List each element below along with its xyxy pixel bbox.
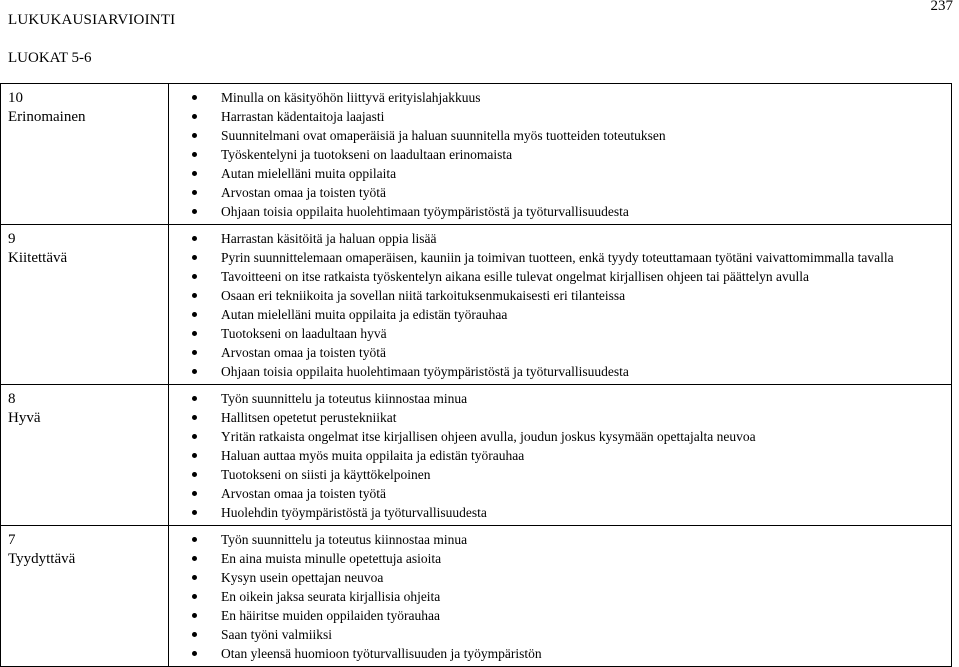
criteria-cell <box>169 225 952 385</box>
bullet-icon <box>192 171 197 176</box>
grade-number: 9 <box>8 231 16 247</box>
criteria-item <box>169 305 951 324</box>
bullet-icon <box>192 190 197 195</box>
grade-row <box>1 225 952 385</box>
bullet-icon <box>192 396 197 401</box>
bullet-icon <box>192 632 197 637</box>
criteria-text: Yritän ratkaista ongelmat itse kirjallisen ohjeen avulla, joudun joskus kysymään opettajalta neuvoa <box>221 429 756 444</box>
criteria-cell <box>169 385 952 526</box>
grade-row <box>1 526 952 667</box>
grade-table-body <box>1 84 952 667</box>
criteria-list <box>169 530 951 663</box>
bullet-icon <box>192 537 197 542</box>
criteria-text: Ohjaan toisia oppilaita huolehtimaan työympäristöstä ja työturvallisuudesta <box>221 204 629 219</box>
criteria-text: Saan työni valmiiksi <box>221 627 332 642</box>
criteria-text: En häiritse muiden oppilaiden työrauhaa <box>221 608 440 623</box>
bullet-icon <box>192 472 197 477</box>
criteria-text: Arvostan omaa ja toisten työtä <box>221 185 386 200</box>
criteria-item <box>169 107 951 126</box>
grade-number: 10 <box>8 90 23 106</box>
grade-cell <box>1 225 169 385</box>
criteria-text: Huolehdin työympäristöstä ja työturvallisuudesta <box>221 505 487 520</box>
bullet-icon <box>192 133 197 138</box>
criteria-text: En aina muista minulle opetettuja asioita <box>221 551 442 566</box>
criteria-list <box>169 88 951 221</box>
document-title: LUKUKAUSIARVIOINTI <box>8 12 176 28</box>
criteria-text: Suunnitelmani ovat omaperäisiä ja haluan suunnitella myös tuotteiden toteutuksen <box>221 128 666 143</box>
bullet-icon <box>192 293 197 298</box>
criteria-cell <box>169 84 952 225</box>
bullet-icon <box>192 331 197 336</box>
criteria-item <box>169 229 951 248</box>
grade-name: Kiitettävä <box>8 250 68 266</box>
criteria-text: Hallitsen opetetut perustekniikat <box>221 410 397 425</box>
criteria-text: Haluan auttaa myös muita oppilaita ja edistän työrauhaa <box>221 448 525 463</box>
criteria-item <box>169 183 951 202</box>
bullet-icon <box>192 556 197 561</box>
criteria-text: En oikein jaksa seurata kirjallisia ohjeita <box>221 589 441 604</box>
grade-cell <box>1 84 169 225</box>
page-number: 237 <box>930 0 953 14</box>
bullet-icon <box>192 575 197 580</box>
bullet-icon <box>192 209 197 214</box>
bullet-icon <box>192 312 197 317</box>
criteria-text: Harrastan kädentaitoja laajasti <box>221 109 385 124</box>
criteria-text: Autan mielelläni muita oppilaita <box>221 166 397 181</box>
bullet-icon <box>192 651 197 656</box>
grade-row <box>1 385 952 526</box>
grade-cell <box>1 385 169 526</box>
criteria-text: Työn suunnittelu ja toteutus kiinnostaa minua <box>221 532 468 547</box>
criteria-item <box>169 625 951 644</box>
bullet-icon <box>192 594 197 599</box>
grade-number: 7 <box>8 532 16 548</box>
criteria-item <box>169 530 951 549</box>
criteria-item <box>169 202 951 221</box>
bullet-icon <box>192 152 197 157</box>
criteria-item <box>169 644 951 663</box>
criteria-text: Tuotokseni on laadultaan hyvä <box>221 326 387 341</box>
criteria-item <box>169 465 951 484</box>
grade-number: 8 <box>8 391 16 407</box>
criteria-item <box>169 606 951 625</box>
criteria-text: Harrastan käsitöitä ja haluan oppia lisää <box>221 231 437 246</box>
criteria-text: Kysyn usein opettajan neuvoa <box>221 570 384 585</box>
criteria-list <box>169 229 951 381</box>
criteria-text: Autan mielelläni muita oppilaita ja edistän työrauhaa <box>221 307 508 322</box>
criteria-item <box>169 484 951 503</box>
criteria-item <box>169 568 951 587</box>
grade-criteria-table <box>0 83 952 667</box>
bullet-icon <box>192 491 197 496</box>
criteria-text: Työn suunnittelu ja toteutus kiinnostaa minua <box>221 391 468 406</box>
criteria-item <box>169 324 951 343</box>
criteria-item <box>169 362 951 381</box>
bullet-icon <box>192 415 197 420</box>
criteria-item <box>169 286 951 305</box>
criteria-item <box>169 145 951 164</box>
criteria-item <box>169 164 951 183</box>
bullet-icon <box>192 369 197 374</box>
criteria-text: Tuotokseni on siisti ja käyttökelpoinen <box>221 467 431 482</box>
bullet-icon <box>192 434 197 439</box>
bullet-icon <box>192 350 197 355</box>
grade-row <box>1 84 952 225</box>
criteria-text: Tavoitteeni on itse ratkaista työskentelyn aikana esille tulevat ongelmat kirjallisen ohjeen tai päättelyn avulla <box>221 269 809 284</box>
criteria-text: Minulla on käsityöhön liittyvä erityislahjakkuus <box>221 90 481 105</box>
criteria-list <box>169 389 951 522</box>
bullet-icon <box>192 510 197 515</box>
criteria-item <box>169 549 951 568</box>
criteria-text: Arvostan omaa ja toisten työtä <box>221 486 386 501</box>
criteria-item <box>169 248 951 267</box>
bullet-icon <box>192 236 197 241</box>
grade-name: Tyydyttävä <box>8 551 76 567</box>
bullet-icon <box>192 95 197 100</box>
bullet-icon <box>192 274 197 279</box>
criteria-item <box>169 126 951 145</box>
criteria-item <box>169 503 951 522</box>
grade-name: Hyvä <box>8 410 41 426</box>
criteria-item <box>169 427 951 446</box>
bullet-icon <box>192 613 197 618</box>
criteria-item <box>169 389 951 408</box>
grade-cell <box>1 526 169 667</box>
criteria-text: Ohjaan toisia oppilaita huolehtimaan työympäristöstä ja työturvallisuudesta <box>221 364 629 379</box>
criteria-text: Osaan eri tekniikoita ja sovellan niitä tarkoituksenmukaisesti eri tilanteissa <box>221 288 626 303</box>
criteria-item <box>169 267 951 286</box>
criteria-item <box>169 88 951 107</box>
criteria-text: Otan yleensä huomioon työturvallisuuden ja työympäristön <box>221 646 542 661</box>
criteria-text: Työskentelyni ja tuotokseni on laadultaan erinomaista <box>221 147 513 162</box>
criteria-text: Arvostan omaa ja toisten työtä <box>221 345 386 360</box>
criteria-item <box>169 587 951 606</box>
criteria-text: Pyrin suunnittelemaan omaperäisen, kauniin ja toimivan tuotteen, enkä tyydy toteuttamaan työtäni vaivattomimmalla tavalla <box>221 250 894 265</box>
grade-name: Erinomainen <box>8 109 86 125</box>
bullet-icon <box>192 255 197 260</box>
section-title: LUOKAT 5-6 <box>8 50 92 66</box>
bullet-icon <box>192 453 197 458</box>
criteria-cell <box>169 526 952 667</box>
criteria-item <box>169 343 951 362</box>
criteria-item <box>169 408 951 427</box>
bullet-icon <box>192 114 197 119</box>
criteria-item <box>169 446 951 465</box>
